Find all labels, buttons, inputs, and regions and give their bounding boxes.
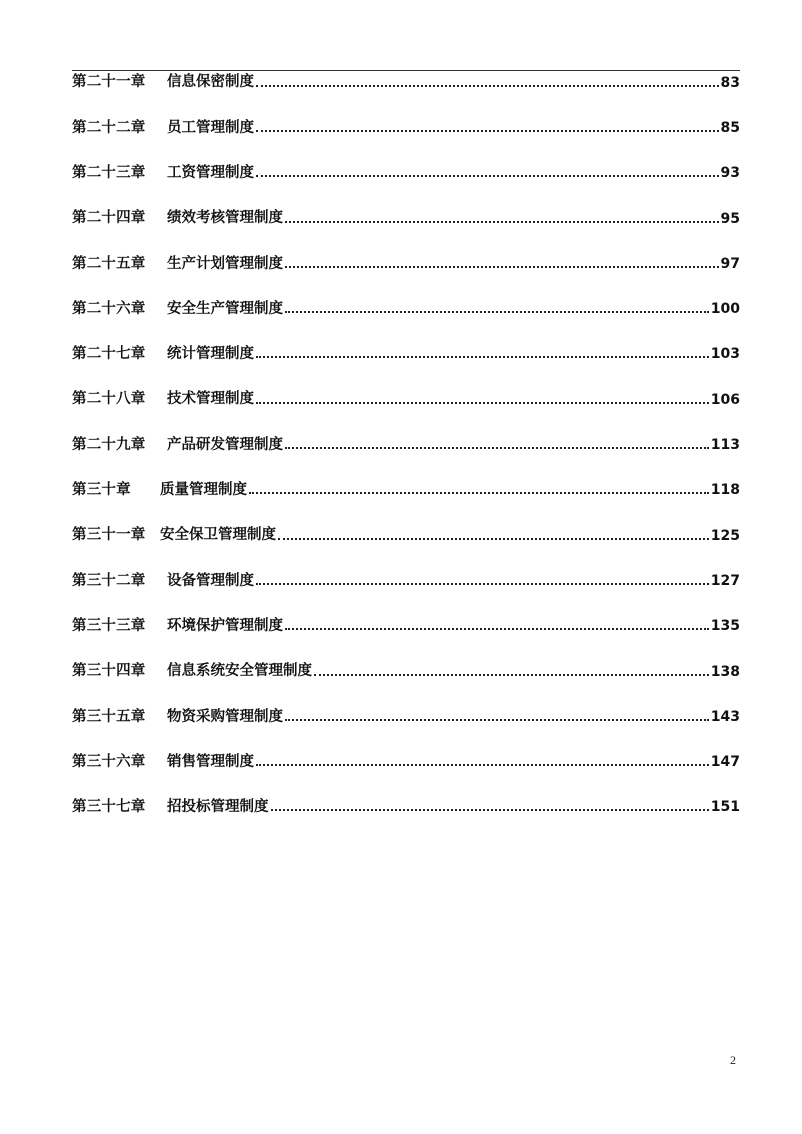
toc-chapter: 第二十一章 — [72, 73, 146, 91]
toc-chapter: 第三十一章 — [72, 526, 146, 544]
toc-entry[interactable] — [72, 785, 740, 830]
toc-chapter: 第三十二章 — [72, 571, 146, 589]
toc-page: 125 — [710, 527, 740, 544]
toc-page: 151 — [710, 799, 740, 816]
toc-entry[interactable] — [72, 649, 740, 694]
toc-entry[interactable] — [72, 604, 740, 649]
toc-leader — [256, 583, 709, 585]
toc-title: 产品研发管理制度 — [167, 435, 283, 453]
toc-chapter: 第二十六章 — [72, 299, 146, 317]
toc-entry[interactable] — [72, 739, 740, 784]
toc-page: 113 — [710, 437, 740, 454]
toc-chapter: 第二十七章 — [72, 345, 146, 363]
toc-leader — [256, 130, 719, 132]
toc-page: 85 — [720, 119, 740, 136]
toc-title: 销售管理制度 — [167, 752, 254, 770]
toc-title: 信息保密制度 — [167, 73, 254, 91]
toc-entry[interactable] — [72, 513, 740, 558]
toc-page: 83 — [720, 74, 740, 91]
page-number: 2 — [730, 1053, 736, 1067]
toc-chapter: 第三十五章 — [72, 707, 146, 725]
toc-page: 127 — [710, 572, 740, 589]
toc-leader — [256, 402, 709, 404]
toc-page: 135 — [710, 618, 740, 635]
table-of-contents — [72, 70, 740, 830]
toc-leader — [256, 764, 709, 766]
toc-entry[interactable] — [72, 60, 740, 105]
toc-leader — [285, 628, 709, 630]
toc-title: 工资管理制度 — [167, 163, 254, 181]
toc-page: 95 — [720, 210, 740, 227]
toc-title: 招投标管理制度 — [167, 798, 269, 816]
toc-page: 103 — [710, 346, 740, 363]
toc-leader — [285, 221, 719, 223]
toc-title: 绩效考核管理制度 — [167, 209, 283, 227]
toc-page: 106 — [710, 391, 740, 408]
toc-title: 环境保护管理制度 — [167, 616, 283, 634]
toc-page: 93 — [720, 165, 740, 182]
toc-title: 技术管理制度 — [167, 390, 254, 408]
toc-title: 质量管理制度 — [160, 481, 247, 499]
toc-chapter: 第三十章 — [72, 481, 131, 499]
toc-chapter: 第三十七章 — [72, 798, 146, 816]
toc-leader — [256, 356, 709, 358]
toc-leader — [249, 492, 709, 494]
toc-leader — [285, 311, 709, 313]
toc-page: 118 — [710, 482, 740, 499]
toc-chapter: 第三十六章 — [72, 752, 146, 770]
toc-entry[interactable] — [72, 332, 740, 377]
toc-entry[interactable] — [72, 558, 740, 603]
toc-title: 统计管理制度 — [167, 345, 254, 363]
toc-entry[interactable] — [72, 694, 740, 739]
toc-chapter: 第二十四章 — [72, 209, 146, 227]
toc-entry[interactable] — [72, 196, 740, 241]
toc-entry[interactable] — [72, 468, 740, 513]
toc-leader — [285, 447, 709, 449]
toc-title: 安全生产管理制度 — [167, 299, 283, 317]
toc-title: 物资采购管理制度 — [167, 707, 283, 725]
toc-leader — [285, 719, 709, 721]
toc-entry[interactable] — [72, 105, 740, 150]
toc-title: 安全保卫管理制度 — [160, 526, 276, 544]
toc-leader — [256, 85, 719, 87]
toc-chapter: 第三十四章 — [72, 662, 146, 680]
toc-leader — [278, 538, 709, 540]
toc-chapter: 第二十八章 — [72, 390, 146, 408]
toc-entry[interactable] — [72, 151, 740, 196]
toc-leader — [285, 266, 719, 268]
toc-title: 员工管理制度 — [167, 118, 254, 136]
toc-chapter: 第二十九章 — [72, 435, 146, 453]
toc-leader — [256, 175, 719, 177]
toc-page: 138 — [710, 663, 740, 680]
toc-page: 100 — [710, 301, 740, 318]
toc-leader — [314, 674, 709, 676]
toc-entry[interactable] — [72, 286, 740, 331]
toc-entry[interactable] — [72, 422, 740, 467]
toc-chapter: 第二十三章 — [72, 163, 146, 181]
toc-chapter: 第二十二章 — [72, 118, 146, 136]
toc-leader — [271, 809, 709, 811]
toc-chapter: 第三十三章 — [72, 616, 146, 634]
toc-page: 147 — [710, 754, 740, 771]
toc-entry[interactable] — [72, 241, 740, 286]
toc-title: 生产计划管理制度 — [167, 254, 283, 272]
toc-entry[interactable] — [72, 377, 740, 422]
toc-page: 143 — [710, 708, 740, 725]
toc-title: 信息系统安全管理制度 — [167, 662, 312, 680]
toc-chapter: 第二十五章 — [72, 254, 146, 272]
toc-title: 设备管理制度 — [167, 571, 254, 589]
toc-page: 97 — [720, 255, 740, 272]
